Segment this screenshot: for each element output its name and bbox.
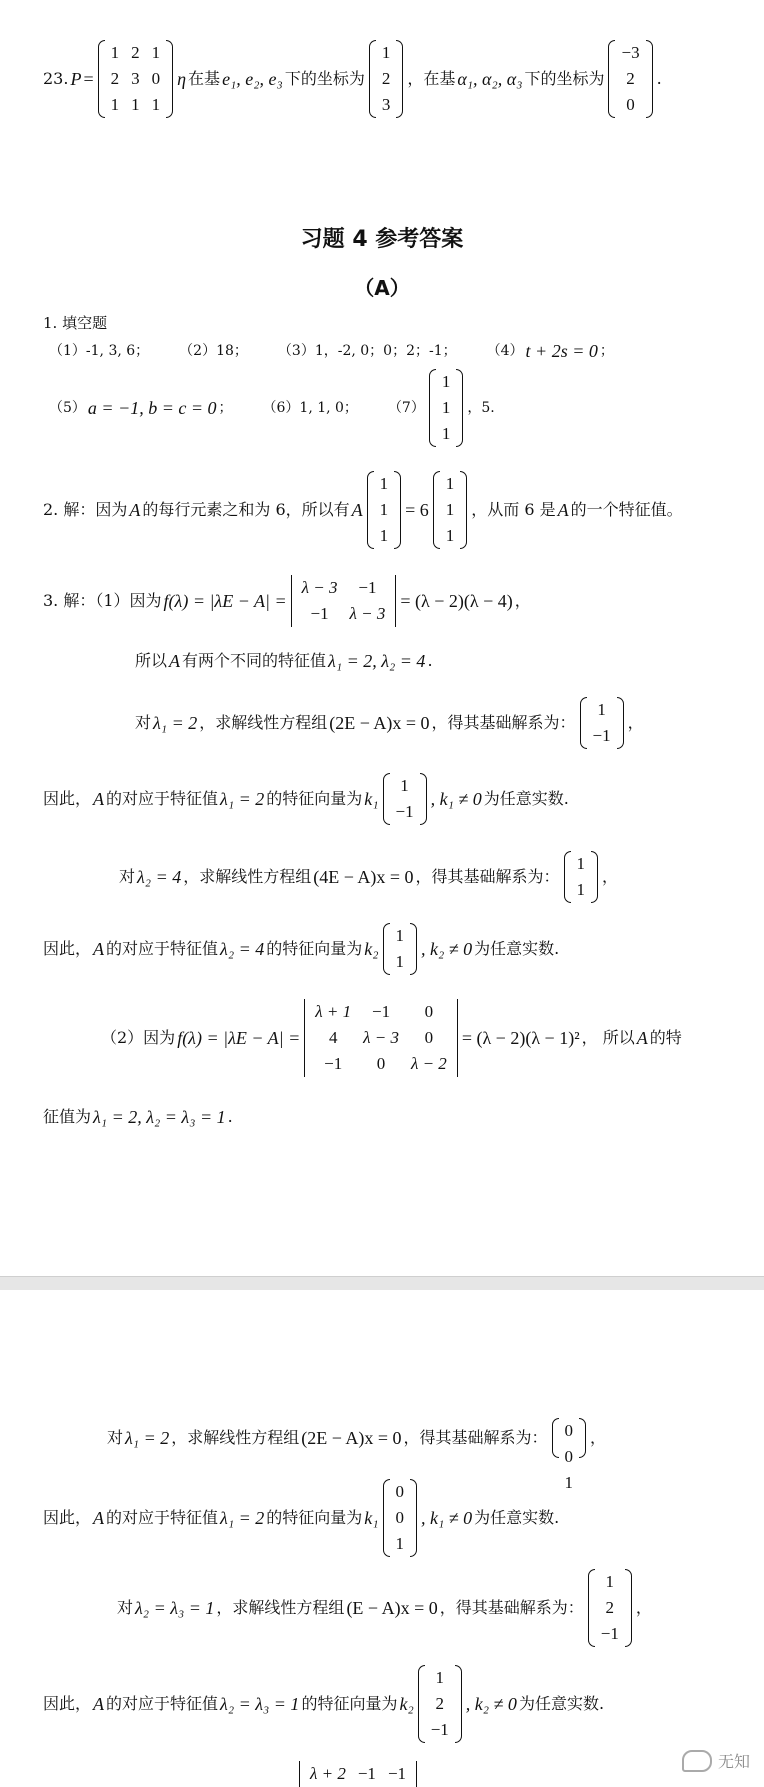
q1-answers-row-1 [48, 342, 615, 360]
eigenvalue: λ₁ = 2 [125, 1428, 170, 1448]
poly-result: = (λ − 2)(λ − 1)² [461, 1028, 580, 1048]
text: 的每行元素之和为 6，所以有 [142, 500, 350, 519]
eigenvector [383, 923, 418, 975]
text: 为任意实数. [518, 1694, 605, 1713]
linear-system: (2E − A)x = 0 [329, 713, 430, 733]
matrix-cell: 1 [395, 1534, 404, 1553]
text: ，得其基础解系为： [403, 1428, 548, 1447]
matrix-cell: 1 [441, 398, 451, 417]
matrix-cell: 0 [424, 1028, 434, 1047]
p2-line-3 [116, 1566, 653, 1650]
matrix-A: A [93, 789, 105, 809]
text: 下的坐标为 [524, 69, 605, 88]
condition: , k₂ ≠ 0 [465, 1694, 517, 1714]
matrix-cell: 1 [379, 500, 389, 519]
text: ， [602, 867, 619, 886]
matrix-cell: −1 [358, 578, 377, 597]
matrix-cell: 3 [131, 69, 140, 88]
matrix-cell: 1 [564, 1473, 574, 1492]
equals-six: = 6 [405, 500, 429, 520]
matrix-cell: 1 [445, 500, 455, 519]
text: ，得其基础解系为： [431, 713, 576, 732]
matrix-cell: 1 [395, 926, 404, 945]
matrix-cell: 0 [564, 1421, 574, 1440]
text: 对 [135, 713, 152, 732]
text: 在基 [188, 69, 221, 88]
matrix-cell: 2 [626, 69, 635, 88]
ones-vector [367, 471, 402, 549]
section-subtitle: （A） [354, 276, 410, 300]
matrix-cell: −1 [430, 1720, 449, 1739]
text: 的对应于特征值 [106, 789, 219, 808]
matrix-cell: 0 [376, 1054, 386, 1073]
matrix-cell: 2 [381, 69, 391, 88]
text: 的对应于特征值 [106, 1508, 219, 1527]
matrix-cell: 1 [131, 95, 140, 114]
text: ，从而 6 是 [471, 500, 556, 519]
text: 对 [119, 867, 136, 886]
p2-line-2 [42, 1476, 560, 1560]
matrix-cell: λ − 3 [363, 1028, 399, 1047]
answer-4-end: ； [599, 343, 614, 359]
matrix-P [98, 40, 174, 118]
q3-line-1 [42, 572, 532, 630]
basis-alpha: α₁, α₂, α₃ [457, 69, 523, 89]
text: ，求解线性方程组 [171, 1428, 300, 1447]
basis-vector [580, 697, 624, 749]
basis-e: e₁, e₂, e₃ [222, 69, 283, 89]
linear-system: (4E − A)x = 0 [313, 867, 414, 887]
answer-3: （3）1，-2, 0；0；2；-1； [277, 343, 457, 359]
matrix-cell: −1 [387, 1764, 407, 1783]
text: ，得其基础解系为： [439, 1598, 584, 1617]
text: 的特征向量为 [266, 789, 363, 808]
determinant-3x3 [304, 999, 458, 1077]
text: 为任意实数. [474, 1508, 560, 1527]
text: ， 所以 [581, 1028, 635, 1047]
q1-heading [42, 316, 108, 331]
coefficient: k₂ [399, 1694, 414, 1714]
basis-vector [588, 1569, 632, 1647]
eigenvalues: λ₁ = 2, λ₂ = 4 [328, 651, 426, 671]
matrix-cell: 2 [110, 69, 120, 88]
answer-4-math: t + 2s = 0 [525, 341, 598, 361]
q3-line-4 [42, 770, 570, 828]
coefficient: k₁ [364, 1508, 379, 1528]
matrix-cell: 0 [395, 1508, 404, 1527]
eigenvalue: λ₂ = λ₃ = 1 [220, 1694, 300, 1714]
p2-line-4 [42, 1662, 605, 1746]
text: ，求解线性方程组 [183, 867, 312, 886]
problem-number: 23. [43, 69, 69, 88]
matrix-cell: λ + 2 [310, 1764, 346, 1783]
text: ， [635, 1598, 652, 1617]
matrix-cell: 0 [395, 1482, 404, 1501]
matrix-symbol: P [70, 69, 82, 89]
text: 因此， [43, 939, 92, 958]
answer-7-vector [429, 369, 464, 447]
p2-line-1 [106, 1410, 607, 1492]
determinant-2x2 [291, 575, 397, 627]
matrix-cell: 1 [381, 43, 391, 62]
matrix-cell: 1 [445, 474, 455, 493]
coefficient: k₁ [364, 789, 379, 809]
matrix-cell: 1 [110, 43, 120, 62]
matrix-cell: −3 [621, 43, 640, 62]
poly-result: = (λ − 2)(λ − 4) [400, 591, 513, 611]
text: ， [590, 1428, 607, 1447]
condition: , k₂ ≠ 0 [421, 939, 473, 959]
matrix-cell: −1 [600, 1624, 619, 1643]
matrix-cell: 1 [605, 1572, 615, 1591]
basis-vector [564, 851, 599, 903]
text: 的对应于特征值 [106, 1694, 219, 1713]
text: 的特征向量为 [266, 1508, 363, 1527]
q3-line-5 [118, 848, 619, 906]
matrix-cell: 1 [576, 880, 586, 899]
coord-vector-e [369, 40, 404, 118]
text: 3. 解：（1）因为 [43, 591, 162, 610]
answer-5-math: a = −1, b = c = 0 [87, 398, 217, 418]
text: 为任意实数. [483, 789, 569, 808]
answer-5-end: ； [218, 400, 233, 416]
section-title: 习题 4 参考答案 [300, 227, 464, 252]
eigenvalue: λ₁ = 2 [220, 789, 265, 809]
basis-vector-clipped [552, 1418, 587, 1492]
text: ，求解线性方程组 [199, 713, 328, 732]
answer-2: （2）18； [179, 343, 248, 359]
answer-4-label: （4） [486, 343, 524, 359]
matrix-A: A [129, 500, 141, 520]
matrix-cell: λ − 2 [410, 1054, 447, 1073]
text: 2. 解：因为 [43, 500, 128, 519]
linear-system: (E − A)x = 0 [346, 1598, 438, 1618]
matrix-cell: 0 [626, 95, 635, 114]
matrix-cell: 1 [400, 776, 409, 795]
matrix-cell: 1 [445, 526, 455, 545]
text: ， [514, 591, 531, 610]
watermark [682, 1749, 750, 1772]
matrix-cell: 1 [379, 474, 389, 493]
matrix-cell: 1 [151, 43, 161, 62]
text: 的一个特征值。 [570, 500, 683, 519]
watermark-text: 无知 [717, 1752, 750, 1771]
text: ， [627, 713, 644, 732]
matrix-cell: 1 [597, 700, 606, 719]
matrix-cell: −1 [324, 1054, 343, 1073]
problem-23-line [42, 40, 663, 118]
matrix-cell: 2 [605, 1598, 615, 1617]
matrix-cell: 3 [381, 95, 391, 114]
text: 所以 [135, 651, 168, 670]
text: 因此， [43, 1508, 92, 1527]
text: . [227, 1107, 233, 1126]
wechat-icon [682, 1750, 712, 1772]
q1-answers-row-2 [48, 368, 496, 448]
text: 对 [107, 1428, 124, 1447]
matrix-cell: −1 [372, 1002, 391, 1021]
matrix-cell: 1 [441, 424, 451, 443]
matrix-cell: −1 [357, 1764, 376, 1783]
matrix-cell: 0 [564, 1447, 574, 1466]
answer-6: （6）1, 1, 0； [262, 400, 358, 416]
matrix-cell: −1 [395, 802, 414, 821]
text: 下的坐标为 [284, 69, 365, 88]
eigenvalue: λ₁ = 2 [153, 713, 198, 733]
eta-symbol: η [177, 69, 187, 89]
text: ，得其基础解系为： [415, 867, 560, 886]
matrix-A: A [93, 939, 105, 959]
matrix-cell: 1 [151, 95, 161, 114]
q3-line-6 [42, 920, 560, 978]
q2-line [42, 468, 684, 552]
eigenvector [383, 773, 427, 825]
answer-7-end: ，5. [467, 400, 495, 416]
matrix-A: A [351, 500, 363, 520]
eigenvector [418, 1665, 462, 1743]
matrix-cell: λ + 1 [315, 1002, 352, 1021]
condition: , k₁ ≠ 0 [430, 789, 482, 809]
matrix-cell: 1 [379, 526, 389, 545]
matrix-cell: 2 [435, 1694, 444, 1713]
text: 对 [117, 1598, 134, 1617]
matrix-A: A [93, 1694, 105, 1714]
matrix-cell: λ − 3 [301, 578, 338, 597]
text: 因此， [43, 1694, 92, 1713]
matrix-cell: 1 [395, 952, 404, 971]
matrix-cell: −1 [310, 604, 329, 623]
matrix-A: A [636, 1028, 648, 1048]
answer-1: （1）-1, 3, 6； [49, 343, 150, 359]
matrix-cell: 2 [131, 43, 140, 62]
matrix-cell: 1 [435, 1668, 444, 1687]
p2-partial-determinant-row [296, 1762, 420, 1786]
q3-line-7 [100, 994, 683, 1082]
eigenvalues: λ₁ = 2, λ₂ = λ₃ = 1 [93, 1107, 226, 1127]
text: （2）因为 [101, 1028, 176, 1047]
matrix-cell: λ − 3 [349, 604, 386, 623]
matrix-A: A [557, 500, 569, 520]
matrix-cell: 0 [151, 69, 161, 88]
partial-determinant [299, 1761, 417, 1787]
text: . [427, 651, 433, 670]
eigenvalue: λ₁ = 2 [220, 1508, 265, 1528]
text: 的特征向量为 [301, 1694, 398, 1713]
matrix-cell: 1 [576, 854, 586, 873]
text: 有两个不同的特征值 [182, 651, 327, 670]
equals-sign: = [83, 69, 94, 89]
linear-system: (2E − A)x = 0 [301, 1428, 402, 1448]
text: . [656, 69, 662, 88]
text: 为任意实数. [474, 939, 560, 958]
eigenvector [383, 1479, 418, 1557]
matrix-cell: 1 [441, 372, 451, 391]
answer-5-label: （5） [49, 400, 86, 416]
q3-line-3 [134, 694, 645, 752]
text: 的特 [649, 1028, 682, 1047]
eigenvalue: λ₂ = 4 [220, 939, 265, 959]
coord-vector-alpha [608, 40, 652, 118]
text: 因此， [43, 789, 92, 808]
matrix-A: A [169, 651, 181, 671]
condition: , k₁ ≠ 0 [421, 1508, 473, 1528]
answer-7-label: （7） [387, 400, 425, 416]
q3-line-2 [134, 646, 434, 676]
text: 的特征向量为 [266, 939, 363, 958]
text: 的对应于特征值 [106, 939, 219, 958]
ones-vector [433, 471, 468, 549]
text: ，求解线性方程组 [216, 1598, 345, 1617]
eigenvalue: λ₂ = λ₃ = 1 [135, 1598, 215, 1618]
char-poly: f(λ) = |λE − A| = [177, 1028, 301, 1048]
matrix-cell: 1 [110, 95, 120, 114]
matrix-cell: −1 [592, 726, 611, 745]
text: ，在基 [407, 69, 456, 88]
matrix-cell: 4 [328, 1028, 338, 1047]
q1-heading-text: 1. 填空题 [43, 314, 108, 332]
text: 征值为 [43, 1107, 92, 1126]
coefficient: k₂ [364, 939, 379, 959]
page-2 [0, 1290, 764, 1783]
char-poly: f(λ) = |λE − A| = [163, 591, 287, 611]
matrix-A: A [93, 1508, 105, 1528]
q3-line-8 [42, 1102, 234, 1132]
eigenvalue: λ₂ = 4 [137, 867, 182, 887]
matrix-cell: 0 [424, 1002, 434, 1021]
